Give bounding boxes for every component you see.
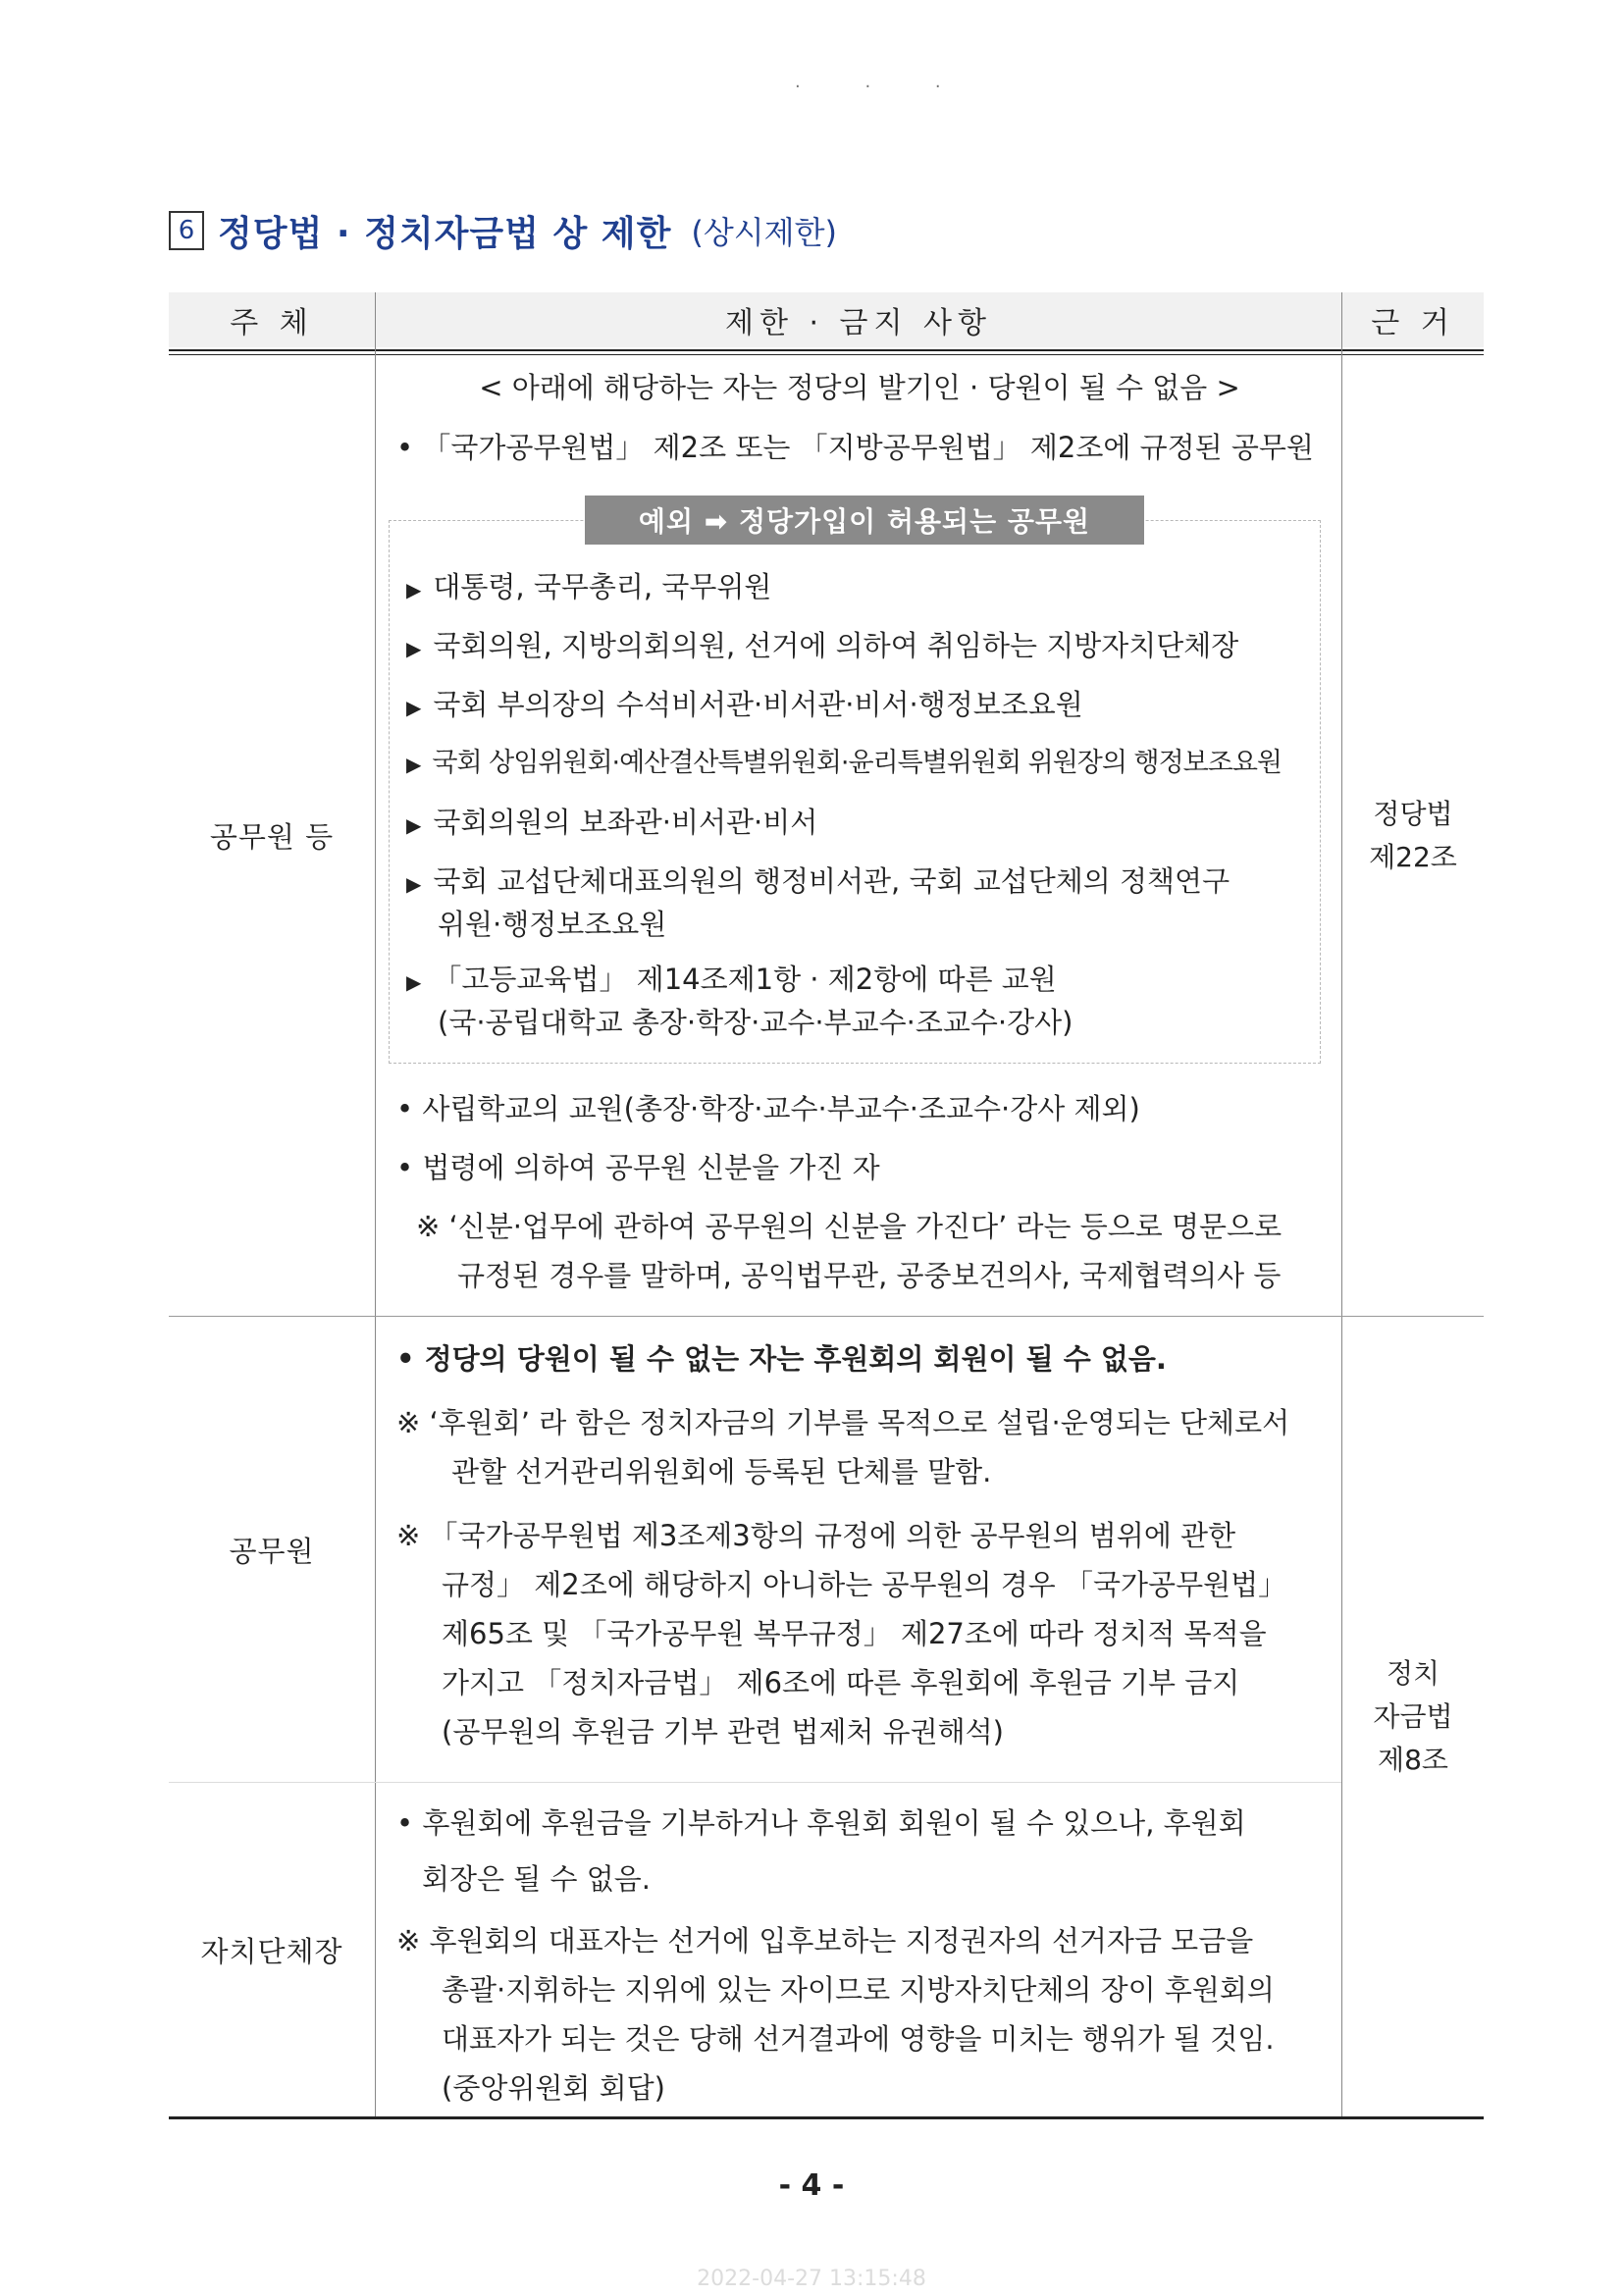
row3-bullet1: • 후원회에 후원금을 기부하거나 후원회 회원이 될 수 있으나, 후원회 xyxy=(396,1806,1246,1840)
row3-note4: (중앙위원회 회답) xyxy=(442,2071,665,2105)
exception-text: 「고등교육법」 제14조제1항 · 제2항에 따른 교원 xyxy=(433,963,1057,996)
section-title-sub: (상시제한) xyxy=(691,214,837,251)
section-title xyxy=(169,201,837,260)
header-restrictions: 제한 · 금지 사항 xyxy=(376,292,1341,347)
row2-note-a2: 관할 선거관리위원회에 등록된 단체를 말함. xyxy=(451,1455,992,1488)
triangle-bullet-icon: ▶ xyxy=(406,813,422,837)
row3-note3: 대표자가 되는 것은 당해 선거결과에 영향을 미치는 행위가 될 것임. xyxy=(442,2022,1275,2056)
row3-note1: ※ 후원회의 대표자는 선거에 입후보하는 지정권자의 선거자금 모금을 xyxy=(396,1924,1254,1957)
section-title-main: 정당법 · 정치자금법 상 제한 xyxy=(218,213,672,254)
row3-subject: 자치단체장 xyxy=(200,1934,343,1968)
triangle-bullet-icon: ▶ xyxy=(406,696,422,719)
page-number: - 4 - xyxy=(778,2168,845,2203)
row1-basis-line1: 정당법 xyxy=(1373,797,1453,830)
row2-bullet: • 정당의 당원이 될 수 없는 자는 후원회의 회원이 될 수 없음. xyxy=(396,1342,1167,1376)
exception-banner: 예외 ➡ 정당가입이 허용되는 공무원 xyxy=(585,496,1144,545)
row1-bullet3: • 법령에 의하여 공무원 신분을 가진 자 xyxy=(396,1151,880,1184)
scan-marks: · · · xyxy=(795,77,970,97)
row2-note-b1: ※ 「국가공무원법 제3조제3항의 규정에 의한 공무원의 범위에 관한 xyxy=(396,1519,1236,1552)
row2-note-b2: 규정」 제2조에 해당하지 아니하는 공무원의 경우 「국가공무원법」 xyxy=(442,1568,1287,1601)
table-bottom-border xyxy=(169,2116,1484,2119)
exception-item xyxy=(406,960,1057,1002)
exception-text: 국회 교섭단체대표의원의 행정비서관, 국회 교섭단체의 정책연구 xyxy=(433,864,1230,898)
row2-note-b3: 제65조 및 「국가공무원 복무규정」 제27조에 따라 정치적 목적을 xyxy=(442,1617,1267,1650)
row2-note-b4: 가지고 「정치자금법」 제6조에 따른 후원회에 후원금 기부 금지 xyxy=(442,1666,1240,1699)
print-timestamp: 2022-04-27 13:15:48 xyxy=(697,2267,926,2291)
row1-subject: 공무원 등 xyxy=(209,820,335,854)
exception-item-cont: 위원·행정보조요원 xyxy=(438,908,667,941)
row2-basis-line3: 제8조 xyxy=(1378,1743,1448,1776)
header-rule-1 xyxy=(169,349,1484,351)
triangle-bullet-icon: ▶ xyxy=(406,578,422,601)
row2-subject: 공무원 xyxy=(229,1534,315,1568)
exception-text: 대통령, 국무총리, 국무위원 xyxy=(433,570,772,603)
row3-note2: 총괄·지휘하는 지위에 있는 자이므로 지방자치단체의 장이 후원회의 xyxy=(442,1973,1275,2007)
row1-basis-line2: 제22조 xyxy=(1369,840,1457,873)
row2-basis-line1: 정치 xyxy=(1386,1656,1440,1690)
header-basis: 근 거 xyxy=(1342,292,1484,347)
triangle-bullet-icon: ▶ xyxy=(406,872,422,896)
row1-basis xyxy=(1342,355,1484,1316)
row2-basis xyxy=(1342,1317,1484,2116)
section-number-box: 6 xyxy=(169,211,204,250)
row1-note2: 규정된 경우를 말하며, 공익법무관, 공중보건의사, 국제협력의사 등 xyxy=(457,1259,1282,1292)
exception-text: 국회 상임위원회·예산결산특별위원회·윤리특별위원회 위원장의 행정보조요원 xyxy=(432,748,1283,778)
triangle-bullet-icon: ▶ xyxy=(406,637,422,660)
row1-intro: < 아래에 해당하는 자는 정당의 발기인 · 당원이 될 수 없음 > xyxy=(479,371,1240,404)
exception-text: 국회의원, 지방의회의원, 선거에 의하여 취임하는 지방자치단체장 xyxy=(433,629,1239,662)
triangle-bullet-icon: ▶ xyxy=(406,970,422,994)
exception-item xyxy=(406,626,1238,668)
header-subject: 주 체 xyxy=(169,292,375,347)
exception-item xyxy=(406,803,817,845)
exception-text: 국회 부의장의 수석비서관·비서관·비서·행정보조요원 xyxy=(433,688,1083,721)
exception-item-cont: (국·공립대학교 총장·학장·교수·부교수·조교수·강사) xyxy=(438,1006,1073,1039)
row3-bullet2: 회장은 될 수 없음. xyxy=(422,1862,651,1896)
triangle-bullet-icon: ▶ xyxy=(406,753,421,776)
row1-bullet1: • 「국가공무원법」 제2조 또는 「지방공무원법」 제2조에 규정된 공무원 xyxy=(396,431,1314,464)
exception-text: 국회의원의 보좌관·비서관·비서 xyxy=(433,806,818,839)
exception-item xyxy=(406,567,771,609)
row2-basis-line2: 자금법 xyxy=(1373,1699,1453,1733)
exception-item xyxy=(406,744,1282,784)
row2-note-a1: ※ ‘후원회’ 라 함은 정치자금의 기부를 목적으로 설립·운영되는 단체로서 xyxy=(396,1406,1290,1439)
column-divider-1 xyxy=(375,292,376,2119)
row1-bullet2: • 사립학교의 교원(총장·학장·교수·부교수·조교수·강사 제외) xyxy=(396,1092,1140,1125)
row2-note-b5: (공무원의 후원금 기부 관련 법제처 유권해석) xyxy=(442,1715,1004,1748)
exception-item xyxy=(406,685,1083,727)
row1-note1: ※ ‘신분·업무에 관하여 공무원의 신분을 가진다’ 라는 등으로 명문으로 xyxy=(416,1210,1283,1243)
exception-item xyxy=(406,861,1230,904)
